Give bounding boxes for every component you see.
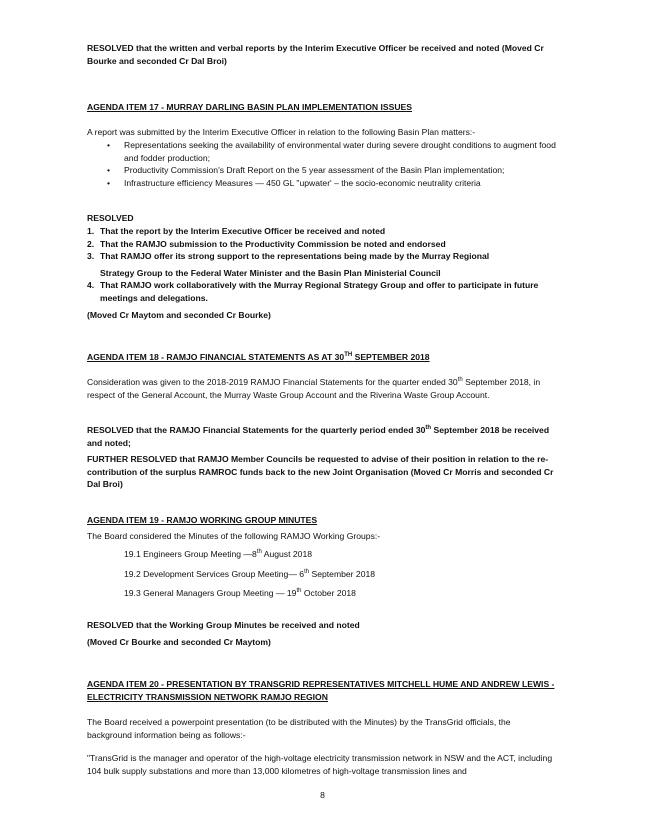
item19-group-list xyxy=(87,548,557,607)
item17-resolution-list xyxy=(87,225,557,304)
superscript: th xyxy=(304,568,310,575)
working-group-item xyxy=(87,568,557,581)
resolution-text: That the RAMJO submission to the Productivity Commission be noted and endorsed xyxy=(100,238,446,249)
item19-intro: The Board considered the Minutes of the following RAMJO Working Groups:- xyxy=(87,531,381,541)
item17-heading: AGENDA ITEM 17 - MURRAY DARLING BASIN PLAN IMPLEMENTATION ISSUES xyxy=(87,102,412,112)
item17-intro: A report was submitted by the Interim Executive Officer in relation to the following Basin Plan matters:- xyxy=(87,127,476,137)
bullet-item: • Productivity Commission's Draft Report on the 5 year assessment of the Basin Plan implementation; xyxy=(87,164,557,177)
resolution-text: Strategy Group to the Federal Water Minister and the Basin Plan Ministerial Council xyxy=(100,267,441,278)
item19-resolution: RESOLVED that the Working Group Minutes be received and noted xyxy=(87,620,360,630)
item18-heading xyxy=(87,351,557,364)
group-text: August 2018 xyxy=(261,549,313,559)
group-text: 19.2 Development Services Group Meeting— 6 xyxy=(124,568,305,579)
superscript: th xyxy=(256,549,262,556)
superscript: TH xyxy=(344,352,353,359)
bullet-item: • Infrastructure efficiency Measures — 450 GL "upwater' – the socio-economic neutrality criteria xyxy=(87,177,557,190)
superscript: th xyxy=(457,377,463,384)
resolution-number: 2. xyxy=(87,238,95,249)
group-text: October 2018 xyxy=(301,588,356,598)
item20-paragraph: The Board received a powerpoint presentation (to be distributed with the Minutes) by the TransGrid officials, the background information being as follows:- xyxy=(87,717,511,740)
resolution-item xyxy=(87,279,557,304)
resolution-text: That RAMJO offer its strong support to the representations being made by the Murray Regional xyxy=(100,251,490,261)
item20-quote: "TransGrid is the manager and operator of the high-voltage electricity transmission network in NSW and the ACT, including 104 bulk supply substations and more than 13,000 kilometres of high-voltage transmission lines and xyxy=(87,753,553,776)
resolution-item xyxy=(87,250,557,263)
bullet-item: • Representations seeking the availability of environmental water during severe drought conditions to augment food and fodder production; xyxy=(87,139,557,164)
resolution-number: 4. xyxy=(87,280,95,290)
item18-resolution xyxy=(87,424,557,449)
item20-heading: AGENDA ITEM 20 - PRESENTATION BY TRANSGRID REPRESENTATIVES MITCHELL HUME AND ANDREW LEWIS - ELECTRICITY TRANSMISSION NETWORK RAMJO REGION xyxy=(87,679,555,702)
resolution-item xyxy=(87,238,557,251)
resolution-text: RESOLVED that the written and verbal reports by the Interim Executive Officer be received and noted (Moved Cr Bourke and seconded Cr Dal Broi) xyxy=(87,43,544,66)
resolution-text: That the report by the Interim Executive Officer be received and noted xyxy=(100,226,386,236)
item18-further-resolution: FURTHER RESOLVED that RAMJO Member Councils be requested to advise of their position in relation to the re-contribution of the surplus RAMROC funds back to the new Joint Organisation (Moved Cr Morris and seconded Cr Dal Broi) xyxy=(87,454,554,489)
item17-resolved-label: RESOLVED xyxy=(87,213,134,223)
working-group-item xyxy=(87,587,557,600)
heading-text: AGENDA ITEM 18 - RAMJO FINANCIAL STATEMENTS AS AT 30 xyxy=(87,352,345,362)
page-number: 8 xyxy=(320,790,325,800)
item17-bullet-list xyxy=(87,139,557,189)
group-text: September 2018 xyxy=(309,568,376,579)
resolution-number: 1. xyxy=(87,226,95,236)
superscript: th xyxy=(296,588,302,595)
item19-moved: (Moved Cr Bourke and seconded Cr Maytom) xyxy=(87,637,271,647)
paragraph-text: Consideration was given to the 2018-2019 RAMJO Financial Statements for the quarter ended 30 xyxy=(87,377,458,387)
item17-moved: (Moved Cr Maytom and seconded Cr Bourke) xyxy=(87,310,271,320)
resolution-item xyxy=(87,225,557,238)
item18-paragraph xyxy=(87,376,557,401)
working-group-item xyxy=(87,548,557,561)
resolution-number: 3. xyxy=(87,251,95,261)
group-text: 19.1 Engineers Group Meeting —8 xyxy=(124,549,257,559)
superscript: th xyxy=(425,425,432,432)
heading-text: SEPTEMBER 2018 xyxy=(352,352,430,362)
group-text: 19.3 General Managers Group Meeting — 19 xyxy=(124,588,297,598)
resolution-text: That RAMJO work collaboratively with the Murray Regional Strategy Group and offer to participate in future meetings and delegations. xyxy=(100,280,539,303)
paragraph-text: September 2018, in respect of the General Account, the Murray Waste Group Account and the Riverina Waste Group Account. xyxy=(87,377,541,400)
resolution-text: RESOLVED that the RAMJO Financial Statements for the quarterly period ended 30 xyxy=(87,425,426,435)
item19-heading: AGENDA ITEM 19 - RAMJO WORKING GROUP MINUTES xyxy=(87,515,318,525)
resolution-item xyxy=(87,267,557,280)
resolution-text: September 2018 be received and noted; xyxy=(87,425,550,448)
